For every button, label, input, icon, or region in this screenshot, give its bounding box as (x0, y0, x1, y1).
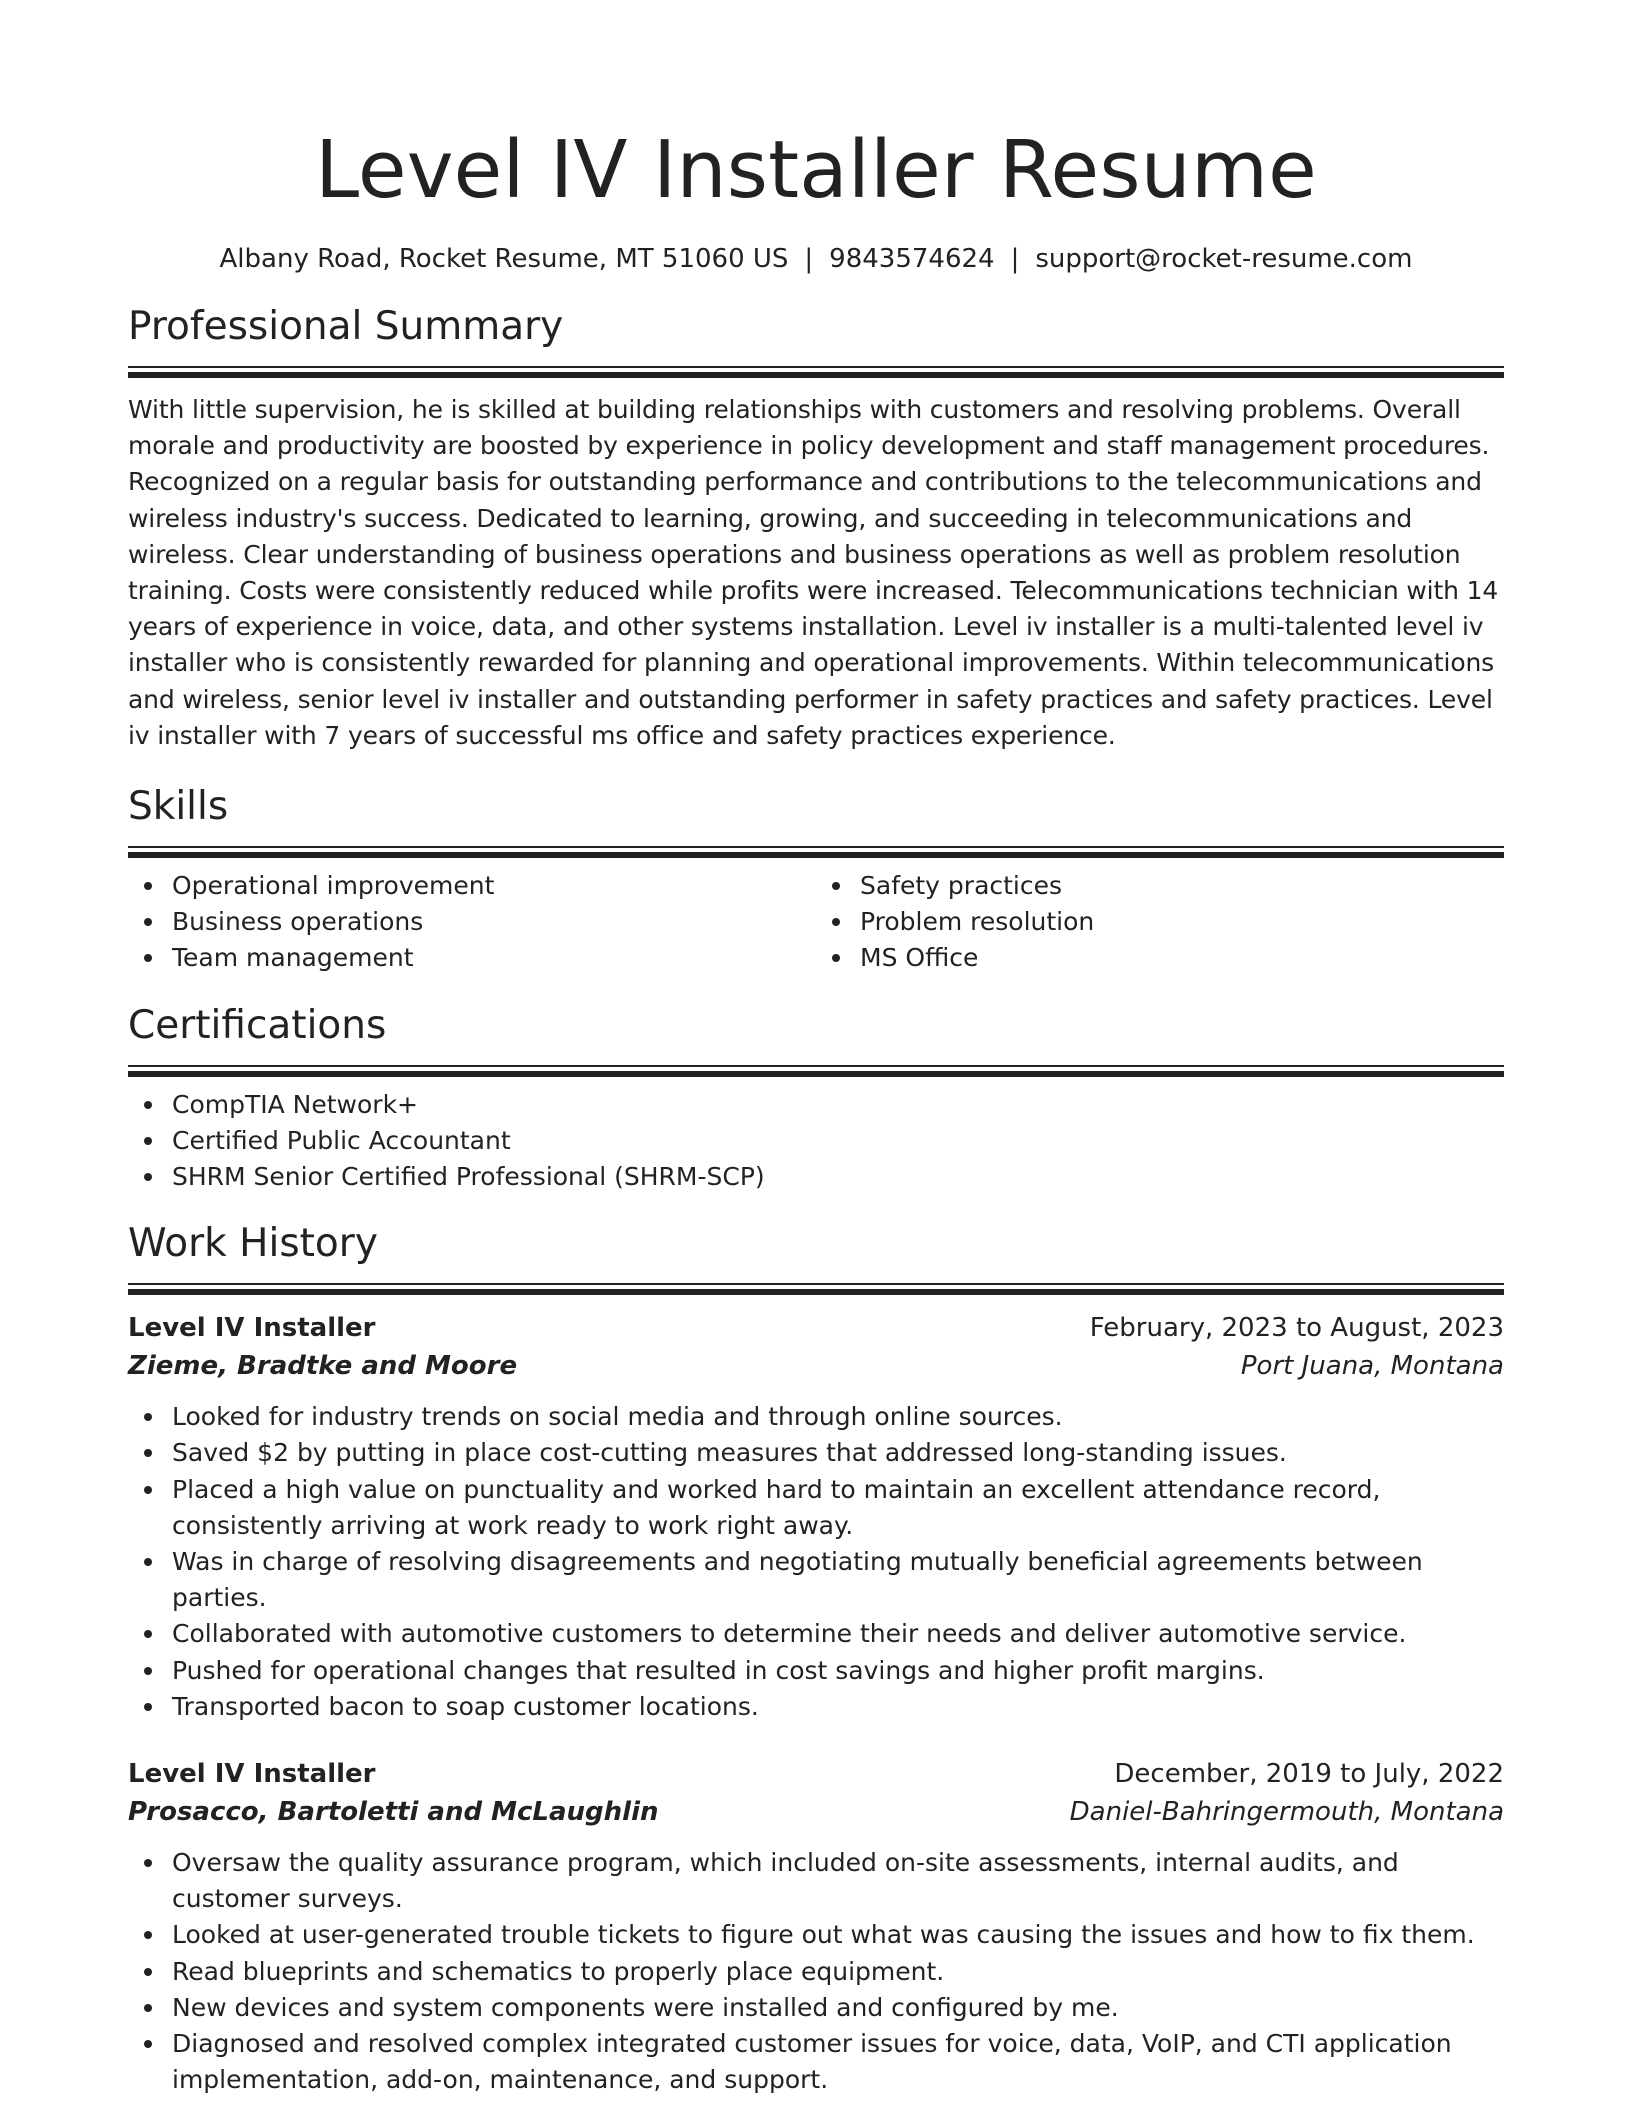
section-rule (128, 366, 1504, 378)
job-bullet: Read blueprints and schematics to properly place equipment. (128, 1954, 1504, 1990)
skills-left-list (128, 868, 816, 977)
job-dates: December, 2019 to July, 2022 (1114, 1759, 1504, 1790)
job-bullet: Was in charge of resolving disagreements and negotiating mutually beneficial agreements between parties. (128, 1544, 1504, 1616)
skills-columns (128, 868, 1504, 977)
skill-item: Operational improvement (128, 868, 816, 904)
certification-item: Certified Public Accountant (128, 1123, 1504, 1159)
job-company: Zieme, Bradtke and Moore (128, 1351, 518, 1382)
job-title: Level IV Installer (128, 1759, 376, 1790)
section-rule (128, 1065, 1504, 1077)
job-location: Port Juana, Montana (1240, 1351, 1504, 1382)
summary-text: With little supervision, he is skilled at building relationships with customers and resolving problems. Overall morale and productivity are boosted by experience in policy development and staff management procedures. Recognized on a regular basis for outstanding performance and contributions to the telecommunications and wireless industry's success. Dedicated to learning, growing, and succeeding in telecommunications and wireless. Clear understanding of business operations and business operations as well as problem resolution training. Costs were consistently reduced while profits were increased. Telecommunications technician with 14 years of experience in voice, data, and other systems installation. Level iv installer is a multi-talented level iv installer who is consistently rewarded for planning and operational improvements. Within telecommunications and wireless, senior level iv installer and outstanding performer in safety practices and safety practices. Level iv installer with 7 years of successful ms office and safety practices experience. (128, 395, 1499, 750)
job-entry (128, 1755, 1504, 2098)
skills-heading: Skills (128, 784, 229, 830)
skills-section (128, 782, 1504, 977)
job-bullet: Looked for industry trends on social media and through online sources. (128, 1399, 1504, 1435)
certifications-heading: Certifications (128, 1002, 387, 1048)
job-entry (128, 1309, 1504, 1725)
skill-item: Business operations (128, 904, 816, 940)
skill-item: Team management (128, 940, 816, 976)
section-rule (128, 846, 1504, 858)
section-rule (128, 1283, 1504, 1295)
contact-email: support@rocket-resume.com (1035, 244, 1413, 274)
page-title: Level IV Installer Resume (315, 124, 1317, 216)
job-company-row (128, 1793, 1504, 1831)
summary-heading: Professional Summary (128, 304, 564, 349)
job-title: Level IV Installer (128, 1313, 376, 1344)
skill-item: Problem resolution (816, 904, 1504, 940)
job-location: Daniel-Bahringermouth, Montana (1069, 1797, 1504, 1828)
certifications-section (128, 1001, 1504, 1196)
contact-line (128, 242, 1504, 276)
skill-item: Safety practices (816, 868, 1504, 904)
job-bullet-list (128, 1845, 1504, 2098)
work-history-section (128, 1219, 1504, 2098)
certification-item: SHRM Senior Certified Professional (SHRM-SCP) (128, 1159, 1504, 1195)
job-bullet: Placed a high value on punctuality and worked hard to maintain an excellent attendance record, consistently arriving at work ready to work right away. (128, 1472, 1504, 1544)
job-bullet: Pushed for operational changes that resulted in cost savings and higher profit margins. (128, 1653, 1504, 1689)
job-bullet: Collaborated with automotive customers to determine their needs and deliver automotive service. (128, 1616, 1504, 1652)
skill-item: MS Office (816, 940, 1504, 976)
job-bullet: Saved $2 by putting in place cost-cutting measures that addressed long-standing issues. (128, 1435, 1504, 1471)
job-company: Prosacco, Bartoletti and McLaughlin (128, 1797, 659, 1828)
job-company-row (128, 1347, 1504, 1385)
contact-address: Albany Road, Rocket Resume, MT 51060 US (219, 244, 789, 274)
job-header-row (128, 1755, 1504, 1793)
job-bullet: Transported bacon to soap customer locations. (128, 1689, 1504, 1725)
contact-phone: 9843574624 (829, 244, 995, 274)
job-bullet: Looked at user-generated trouble tickets to figure out what was causing the issues and how to fix them. (128, 1917, 1504, 1953)
summary-section (128, 302, 1504, 754)
certification-item: CompTIA Network+ (128, 1087, 1504, 1123)
job-bullet: Oversaw the quality assurance program, which included on-site assessments, internal audits, and customer surveys. (128, 1845, 1504, 1917)
job-header-row (128, 1309, 1504, 1347)
job-dates: February, 2023 to August, 2023 (1089, 1313, 1504, 1344)
job-bullet: New devices and system components were installed and configured by me. (128, 1990, 1504, 2026)
certifications-list (128, 1087, 1504, 1196)
contact-separator: | (804, 244, 814, 274)
skills-right-list (816, 868, 1504, 977)
contact-separator: | (1010, 244, 1020, 274)
job-bullet-list (128, 1399, 1504, 1725)
job-bullet: Diagnosed and resolved complex integrated customer issues for voice, data, VoIP, and CTI application implementation, add-on, maintenance, and support. (128, 2026, 1504, 2098)
work-history-heading: Work History (128, 1221, 378, 1267)
